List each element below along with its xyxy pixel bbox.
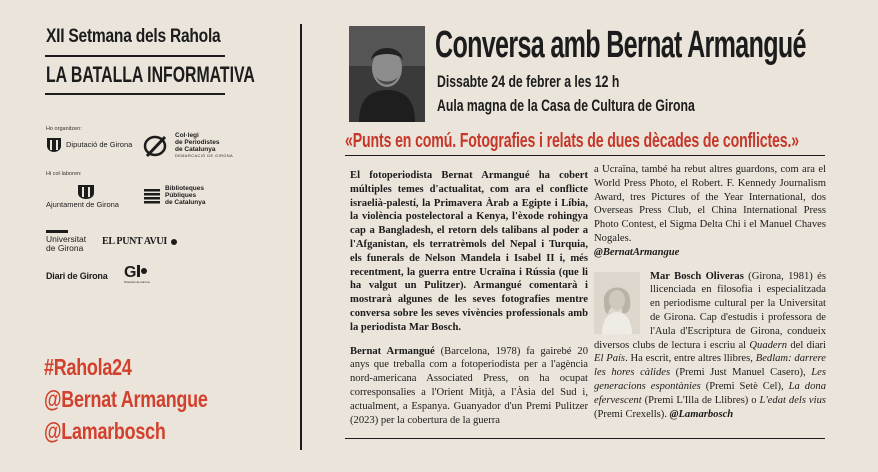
- books-icon: [143, 187, 161, 205]
- bio-paragraph-continued: a Ucraïna, també ha rebut altres guardons, com ara el World Press Photo, el Robert. F. Kennedy Journalism Award, tres Pictures of the Year International, dos Overseas Press Club, el China International Press Photo Contest, el Sigma Delta Chi i el Manuel Chaves Nogales.: [594, 164, 826, 244]
- divider: [45, 93, 225, 95]
- handle-lamarbosch[interactable]: @Lamarbosch: [44, 418, 166, 444]
- pen-nib-icon: [143, 134, 171, 158]
- ajuntament-logo: Ajuntament de Girona: [46, 184, 119, 209]
- collegi-periodistes-logo: Col·legi de Periodistes de Catalunya DEMARCACIÓ DE GIRONA: [143, 133, 233, 158]
- tv-girona-icon: [124, 262, 150, 280]
- shield-icon: [76, 184, 96, 200]
- elpunt-avui-logo: EL PUNT AVUI: [102, 236, 177, 247]
- mar-bosch-text: Mar Bosch Oliveras (Girona, 1981) és llicenciada en filosofia i especialitzada en periodisme cultural per la Universitat de Girona. Cap d'estudis i professora de l'Aula d'Escriptura de Girona, condueix diversos clubs de lectura i escriu al Quadern del diari El País. Ha escrit, entre altres llibres, Bedlam: darrere les hores càlides (Premi Just Manuel Casero), Les generacions espontànies (Premi Setè Cel), La dona efervescent (Premi L'Illa de Llibres) o L'edat dels vius (Premi Crexells). @Lamarbosch: [594, 270, 826, 420]
- divider: [345, 438, 825, 439]
- diari-girona-logo: Diari de Girona: [46, 271, 108, 281]
- intro-paragraph: El fotoperiodista Bernat Armangué ha cobert múltiples temes d'actualitat, com ara el conflicte israelià-palestí, la Primavera Àrab a Egipte i Líbia, la violència postelectoral a Kenya, l'èxode rohingya cap a Bangladesh, el retorn dels talibans al poder a l'Afganistan, els terratrèmols del Nepal i Turquia, els funerals de Nelson Mandela i Isabel II i, més recentment, la guerra entre Ucraïna i Rússia (que li ha valgut un Pulitzer). Armangué comentarà i mostrarà algunes de les seves fotografies mentre conversa sobre les seves vivències professionals amb la periodista Mar Bosch.: [350, 170, 588, 333]
- vertical-divider: [300, 24, 302, 450]
- shield-icon: [46, 137, 62, 153]
- udg-logo: Universitat de Girona: [46, 230, 86, 254]
- divider: [45, 55, 225, 57]
- body-column-right: [594, 163, 826, 421]
- body-column-left: [350, 169, 588, 427]
- bernat-armangue-photo: [349, 26, 425, 122]
- divider: [345, 155, 825, 156]
- tv-girona-logo: G Televisió de Girona: [124, 264, 150, 284]
- diputacio-logo: Diputació de Girona: [46, 137, 132, 153]
- bio-paragraph: Bernat Armangué (Barcelona, 1978) fa gairebé 20 anys que treballa com a fotoperiodista per a l'agència nord-americana Associated Press, on ha ocupat corresponsalies a l'Orient Mitjà, a l'Àsia del Sud i, actualment, a Espanya. Guanyador d'un Premi Pulitzer (2023) per la cobertura de la guerra: [350, 345, 588, 426]
- mar-bosch-bio: [594, 270, 826, 422]
- event-title: Conversa amb Bernat Armangué: [435, 24, 806, 66]
- talk-headline: «Punts en comú. Fotografies i relats de dues dècades de conflictes.»: [345, 130, 800, 152]
- left-column: [0, 0, 300, 472]
- edition-title: XII Setmana dels Rahola: [46, 26, 221, 47]
- handle-armangue[interactable]: @Bernat Armangue: [44, 386, 208, 412]
- collaborators-label: Hi col·laboren:: [46, 171, 82, 177]
- armangue-handle[interactable]: @BernatArmangue: [594, 246, 680, 258]
- biblioteques-logo: Biblioteques Públiques de Catalunya: [143, 186, 205, 206]
- event-date: Dissabte 24 de febrer a les 12 h: [437, 72, 620, 91]
- udg-mark-icon: [46, 230, 68, 233]
- dot-icon: [171, 239, 177, 245]
- svg-text:G: G: [124, 264, 137, 280]
- organizers-label: Ho organitzen:: [46, 126, 82, 132]
- hashtag-rahola[interactable]: #Rahola24: [44, 354, 132, 380]
- mar-bosch-photo: [594, 272, 640, 334]
- series-title: LA BATALLA INFORMATIVA: [46, 62, 255, 87]
- event-venue: Aula magna de la Casa de Cultura de Girona: [437, 96, 695, 115]
- lamarbosch-handle[interactable]: @Lamarbosch: [669, 408, 734, 420]
